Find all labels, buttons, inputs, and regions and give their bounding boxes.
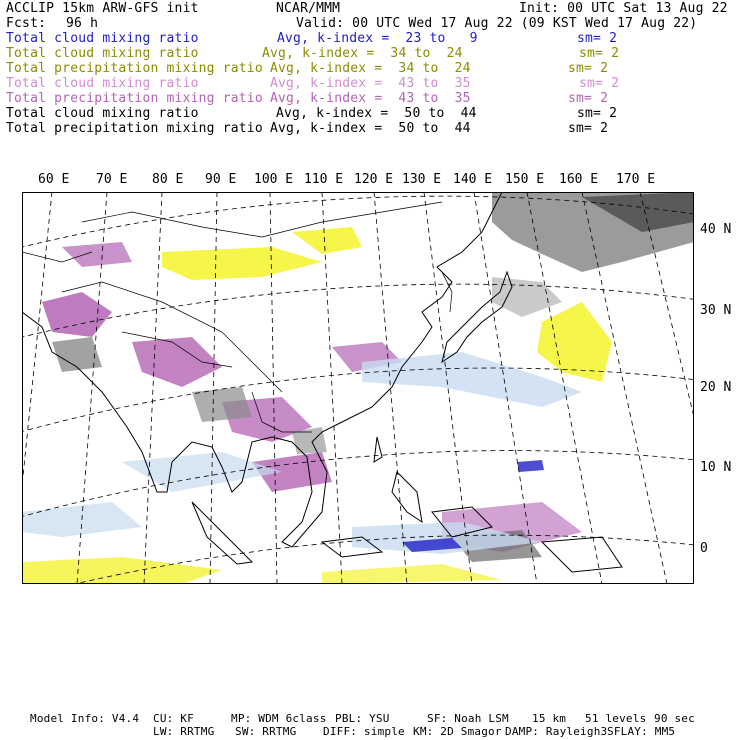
footer-diff: DIFF: simple [323,725,405,738]
footer-lw: LW: RRTMG [153,725,215,738]
field-smoothing: sm= 2 [568,61,609,76]
footer-sw: SW: RRTMG [235,725,297,738]
field-smoothing: sm= 2 [579,46,620,61]
field-k-index-range: Avg, k-index = 34 to 24 [270,61,471,76]
field-smoothing: sm= 2 [568,91,609,106]
field-k-index-range: Avg, k-index = 43 to 35 [270,76,471,91]
field-name: Total cloud mixing ratio [6,31,199,46]
lon-label: 80 E [152,172,184,187]
field-smoothing: sm= 2 [568,121,609,136]
lon-label: 70 E [96,172,128,187]
lon-label: 150 E [505,172,545,187]
footer-model-info: Model Info: V4.4 [30,712,140,725]
footer-timestep: 90 sec [654,712,695,725]
lon-label: 170 E [616,172,656,187]
lat-label: 30 N [700,303,732,318]
footer-resolution: 15 km [532,712,567,725]
footer-cu: CU: KF [153,712,194,725]
field-smoothing: sm= 2 [577,31,618,46]
lat-label: 40 N [700,222,732,237]
lat-label: 20 N [700,380,732,395]
lon-label: 90 E [205,172,237,187]
field-smoothing: sm= 2 [577,106,618,121]
institution-label: NCAR/MMM [276,1,341,16]
lon-label: 60 E [38,172,70,187]
field-name: Total cloud mixing ratio [6,76,199,91]
field-k-index-range: Avg, k-index = 43 to 35 [270,91,471,106]
lon-label: 130 E [402,172,442,187]
field-name: Total precipitation mixing ratio [6,61,263,76]
lon-label: 160 E [559,172,599,187]
field-name: Total precipitation mixing ratio [6,91,263,106]
footer-sflay: SFLAY: MM5 [607,725,676,738]
plot-title: ACCLIP 15km ARW-GFS init [6,1,199,16]
footer-mp: MP: WDM 6class [231,712,327,725]
lon-label: 120 E [354,172,394,187]
lon-label: 140 E [453,172,493,187]
field-k-index-range: Avg, k-index = 34 to 24 [262,46,463,61]
forecast-hour: 96 h [66,16,99,31]
footer-km: KM: 2D Smagor [413,725,502,738]
lat-label: 10 N [700,460,732,475]
field-smoothing: sm= 2 [579,76,620,91]
init-time: Init: 00 UTC Sat 13 Aug 22 [519,1,728,16]
lon-label: 110 E [304,172,344,187]
field-name: Total precipitation mixing ratio [6,121,263,136]
forecast-label: Fcst: [6,16,47,31]
field-k-index-range: Avg, k-index = 23 to 9 [277,31,478,46]
footer-sf: SF: Noah LSM [427,712,509,725]
field-name: Total cloud mixing ratio [6,46,199,61]
footer-pbl: PBL: YSU [335,712,390,725]
field-name: Total cloud mixing ratio [6,106,199,121]
valid-time: Valid: 00 UTC Wed 17 Aug 22 (09 KST Wed 17 Aug 22) [296,16,698,31]
field-k-index-range: Avg, k-index = 50 to 44 [276,106,477,121]
field-k-index-range: Avg, k-index = 50 to 44 [270,121,471,136]
footer-damp: DAMP: Rayleigh3 [505,725,608,738]
footer-levels: 51 levels [585,712,647,725]
lat-label: 0 [700,541,708,556]
lon-label: 100 E [254,172,294,187]
map-panel [22,192,694,584]
